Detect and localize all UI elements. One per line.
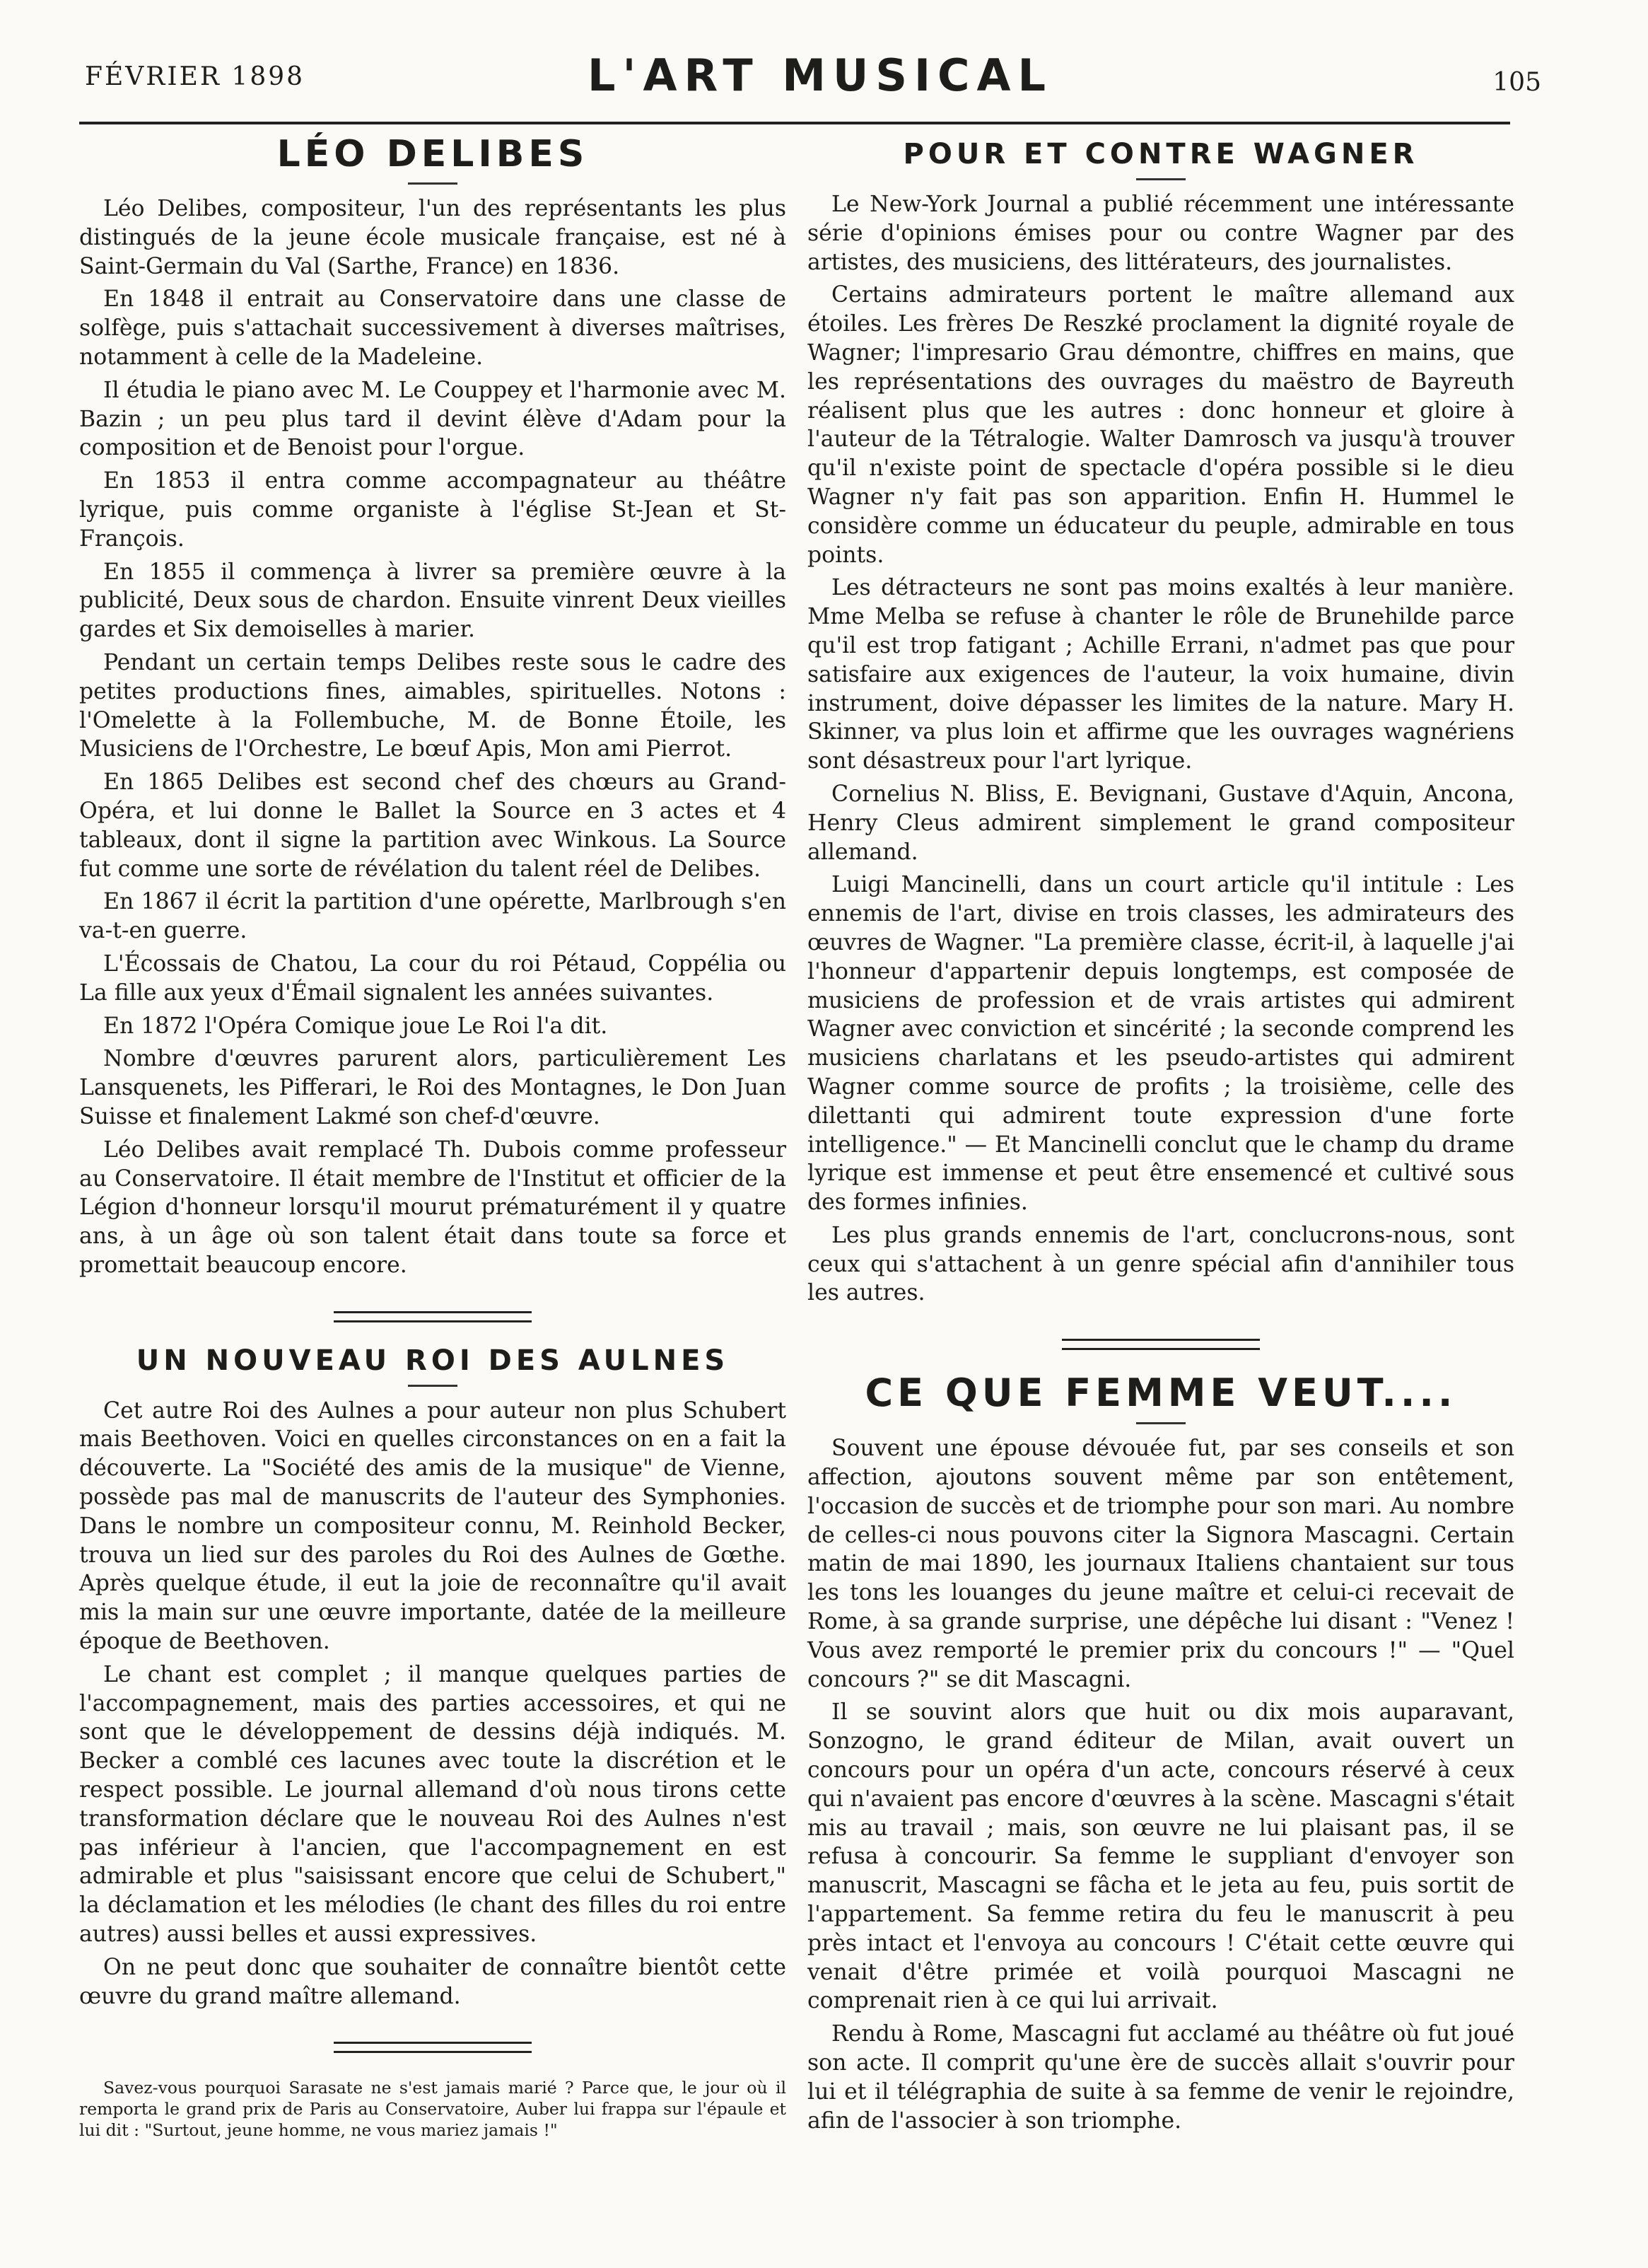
left-column (79, 127, 786, 2141)
paragraph: On ne peut donc que souhaiter de connaître bientôt cette œuvre du grand maître allemand. (79, 1954, 786, 2009)
issue-date: FÉVRIER 1898 (85, 62, 305, 91)
paragraph: En 1872 l'Opéra Comique joue Le Roi l'a dit. (103, 1013, 608, 1039)
article-body-ce-que-femme-veut (807, 1434, 1514, 2135)
paragraph: Il étudia le piano avec M. Le Couppey et l'harmonie avec M. Bazin ; un peu plus tard il devint élève d'Adam pour la composition et de Benoist pour l'orgue. (79, 377, 786, 461)
right-column (807, 127, 1514, 2139)
paragraph: En 1855 il commença à livrer sa première œuvre à la publicité, Deux sous de chardon. Ensuite vinrent Deux vieilles gardes et Six demoiselles à marier. (79, 559, 786, 643)
title-dash (1136, 178, 1186, 180)
paragraph: Cornelius N. Bliss, E. Bevignani, Gustave d'Aquin, Ancona, Henry Cleus admirent simplement le grand compositeur allemand. (807, 781, 1514, 865)
paragraph: L'Écossais de Chatou, La cour du roi Pétaud, Coppélia ou La fille aux yeux d'Émail signalent les années suivantes. (79, 950, 786, 1006)
paragraph: Les détracteurs ne sont pas moins exaltés à leur manière. Mme Melba se refuse à chanter le rôle de Brunehilde parce qu'il est trop fatigant ; Achille Errani, n'admet pas que pour satisfaire aux exigences de l'auteur, la voix humaine, divin instrument, doive dépasser les limites de la nature. Mary H. Skinner, va plus loin et affirme que les ouvrages wagnériens sont désastreux pour l'art lyrique. (807, 575, 1514, 774)
section-divider (334, 1311, 532, 1322)
paragraph: Le chant est complet ; il manque quelques parties de l'accompagnement, mais des parties accessoires, et qui ne sont que le développement de dessins déjà indiqués. M. Becker a comblé ces lacunes avec toute la discrétion et le respect possible. Le journal allemand d'où nous tirons cette transformation déclare que le nouveau Roi des Aulnes n'est pas inférieur à l'ancien, que l'accompagnement en est admirable et plus "saisissant encore que celui de Schubert," la déclamation et les mélodies (le chant des filles du roi entre autres) aussi belles et aussi expressives. (79, 1661, 786, 1948)
section-divider (334, 2042, 532, 2053)
paragraph: Certains admirateurs portent le maître allemand aux étoiles. Les frères De Reszké proclament la dignité royale de Wagner; l'impresario Grau démontre, chiffres en mains, que les représentations des ouvrages du maëstro de Bayreuth réalisent plus que les autres : donc honneur et gloire à l'auteur de la Tétralogie. Walter Damrosch va jusqu'à trouver qu'il n'existe point de spectacle d'opéra possible si le dieu Wagner n'y fait pas son apparition. Enfin H. Hummel le considère comme un éducateur du peuple, admirable en tous points. (807, 282, 1514, 568)
paragraph: En 1848 il entrait au Conservatoire dans une classe de solfège, puis s'attachait successivement à diverses maîtrises, notamment à celle de la Madeleine. (79, 286, 786, 370)
article-title-ce-que-femme-veut: CE QUE FEMME VEUT.... (865, 1371, 1457, 1416)
paragraph: Cet autre Roi des Aulnes a pour auteur non plus Schubert mais Beethoven. Voici en quelles circonstances on en a fait la découverte. La "Société des amis de la musique" de Vienne, possède pas mal de manuscrits de l'auteur des Symphonies. Dans le nombre un compositeur connu, M. Reinhold Becker, trouva un lied sur des paroles du Roi des Aulnes de Gœthe. Après quelque étude, il eut la joie de reconnaître qu'il avait mis la main sur une œuvre importante, datée de la meilleure époque de Beethoven. (79, 1397, 786, 1655)
paragraph: Souvent une épouse dévouée fut, par ses conseils et son affection, ajoutons souvent même par son entêtement, l'occasion de succès et de triomphe pour son mari. Au nombre de celles-ci nous pouvons citer la Signora Mascagni. Certain matin de mai 1890, les journaux Italiens chantaient sur tous les tons les louanges du jeune maître et celui-ci recevait de Rome, à sa grande surprise, une dépêche lui disant : "Venez ! Vous avez remporté le premier prix du concours !" — "Quel concours ?" se dit Mascagni. (807, 1436, 1514, 1692)
article-title-delibes: LÉO DELIBES (276, 133, 589, 175)
paragraph: En 1865 Delibes est second chef des chœurs au Grand-Opéra, et lui donne le Ballet la Source en 3 actes et 4 tableaux, dont il signe la partition avec Winkous. La Source fut comme une sorte de révélation du talent réel de Delibes. (79, 769, 786, 882)
paragraph: Rendu à Rome, Mascagni fut acclamé au théâtre où fut joué son acte. Il comprit qu'une ère de succès allait s'ouvrir pour lui et il télégraphia de suite à sa femme de venir le rejoindre, afin de l'associer à son triomphe. (807, 2021, 1514, 2134)
anecdote-note: Savez-vous pourquoi Sarasate ne s'est jamais marié ? Parce que, le jour où il remporta le grand prix de Paris au Conservatoire, Auber lui frappa sur l'épaule et lui dit : "Surtout, jeune homme, ne vous mariez jamais !" (79, 2078, 786, 2141)
article-body-roi-des-aulnes (79, 1397, 786, 2011)
journal-title: L'ART MUSICAL (587, 50, 1053, 101)
paragraph: Il se souvint alors que huit ou dix mois auparavant, Sonzogno, le grand éditeur de Milan, avait ouvert un concours pour un opéra d'un acte, concours réservé à ceux qui n'avaient pas encore d'œuvres à la scène. Mascagni s'était mis au travail ; mais, son œuvre ne lui plaisant pas, il se refusa à concourir. Sa femme le suppliant d'envoyer son manuscrit, Mascagni se fâcha et le jeta au feu, puis sortit de l'appartement. Sa femme retira du feu le manuscrit à peu près intact et l'envoya au concours ! C'était cette œuvre qui venait d'être primée et voilà pourquoi Mascagni ne comprenait rien à ce qui lui arrivait. (807, 1699, 1514, 2014)
paragraph: Pendant un certain temps Delibes reste sous le cadre des petites productions fines, aimables, spirituelles. Notons : l'Omelette à la Follembuche, M. de Bonne Étoile, les Musiciens de l'Orchestre, Le bœuf Apis, Mon ami Pierrot. (79, 649, 786, 762)
paragraph: En 1853 il entra comme accompagnateur au théâtre lyrique, puis comme organiste à l'église St-Jean et St-François. (79, 468, 786, 552)
article-body-delibes (79, 194, 786, 1280)
page-header (85, 50, 1555, 113)
paragraph: Nombre d'œuvres parurent alors, particulièrement Les Lansquenets, les Pifferari, le Roi des Montagnes, le Don Juan Suisse et finalement Lakmé son chef-d'œuvre. (79, 1046, 786, 1129)
article-title-wagner: POUR ET CONTRE WAGNER (903, 138, 1419, 170)
paragraph: Les plus grands ennemis de l'art, conclucrons-nous, sont ceux qui s'attachent à un genre spécial afin d'annihiler tous les autres. (807, 1222, 1514, 1306)
page-number: 105 (1492, 68, 1541, 97)
article-title-roi-des-aulnes: UN NOUVEAU ROI DES AULNES (136, 1344, 730, 1377)
article-body-wagner (807, 190, 1514, 1308)
header-rule (79, 122, 1510, 124)
paragraph: En 1867 il écrit la partition d'une opérette, Marlbrough s'en va-t-en guerre. (79, 889, 786, 944)
section-divider (1062, 1339, 1260, 1350)
title-dash (1136, 1422, 1186, 1424)
paragraph: Léo Delibes, compositeur, l'un des représentants les plus distingués de la jeune école musicale française, est né à Saint-Germain du Val (Sarthe, France) en 1836. (79, 196, 786, 279)
paragraph: Le New-York Journal a publié récemment une intéressante série d'opinions émises pour ou contre Wagner par des artistes, des musiciens, des littérateurs, des journalistes. (807, 192, 1514, 275)
paragraph: Luigi Mancinelli, dans un court article qu'il intitule : Les ennemis de l'art, divise en trois classes, les admirateurs des œuvres de Wagner. "La première classe, écrit-il, à laquelle j'ai l'honneur d'appartenir depuis longtemps, est composée de musiciens de profession et de vrais artistes qui admirent Wagner avec conviction et sincérité ; la seconde comprend les musiciens charlatans et les pseudo-artistes qui admirent Wagner comme source de profits ; la troisième, celle des dilettanti qui admirent toute expression d'une forte intelligence." — Et Mancinelli conclut que le champ du drame lyrique est immense et peut être ensemencé et cultivé sous des formes infinies. (807, 872, 1514, 1216)
title-dash (408, 182, 457, 185)
paragraph: Léo Delibes avait remplacé Th. Dubois comme professeur au Conservatoire. Il était membre de l'Institut et officier de la Légion d'honneur lorsqu'il mourut prématurément il y quatre ans, à un âge où son talent était dans toute sa force et promettait beaucoup encore. (79, 1136, 786, 1278)
title-dash (408, 1385, 457, 1387)
